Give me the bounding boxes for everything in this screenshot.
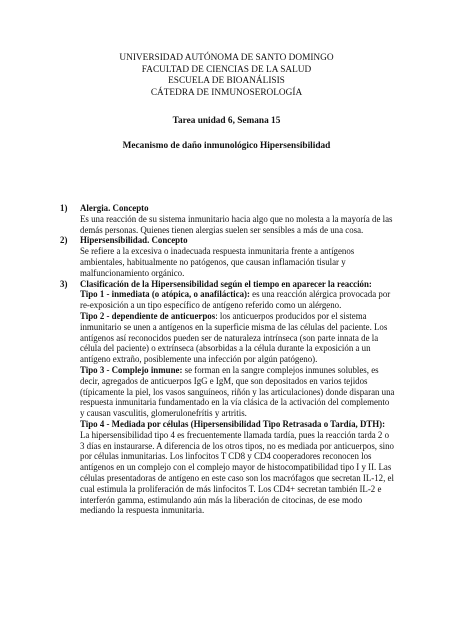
type-2-paragraph — [80, 311, 395, 365]
item-number: 1) — [60, 203, 68, 213]
type-text: La hipersensibilidad tipo 4 es frecuentemente llamada tardía, pues la reacción tarda 2 o 3 días en instaurarse. A diferencia de los otros tipos, no es mediada por anticuerpos, sino por células inmunitarias. Los linfocitos T CD8 y CD4 cooperadores reconocen los antígenos en un complejo con el complejo mayor de histocompatibilidad tipo I y II. Las células presentadoras de antígeno en este caso son los macrófagos que secretan IL-12, el cual estimula la proliferación de más linfocitos T. Los CD4+ secretan también IL-2 e interferón gamma, estimulando aún más la liberación de citocinas, de ese modo mediando la respuesta inmunitaria. — [80, 429, 394, 516]
type-text: es una reacción alérgica provocada por re-exposición a un tipo específico de antígeno referido como un alérgeno. — [80, 289, 391, 311]
item-heading: Alergia. Concepto — [80, 203, 149, 213]
type-4-paragraph — [80, 419, 395, 516]
list-item — [60, 235, 395, 278]
faculty-name: FACULTAD DE CIENCIAS DE LA SALUD — [141, 64, 312, 75]
type-label: Tipo 1 - inmediata (o atópica, o anafiláctica): — [80, 289, 250, 300]
item-heading: Hipersensibilidad. Concepto — [80, 235, 188, 246]
item-number: 3) — [60, 278, 68, 289]
department-name: CÁTEDRA DE INMUNOSEROLOGÍA — [150, 87, 303, 98]
university-name: UNIVERSIDAD AUTÓNOMA DE SANTO DOMINGO — [119, 53, 334, 63]
type-1-paragraph — [80, 289, 395, 311]
title-block — [0, 116, 453, 151]
item-text: Es una reacción de su sistema inmunitario hacia algo que no molesta a la mayoría de las demás personas. Quienes tienen alergias suelen ser sensibles a más de una cosa. — [80, 213, 393, 235]
topic-title: Mecanismo de daño inmunológico Hipersensibilidad — [122, 141, 331, 151]
item-heading: Clasificación de la Hipersensibilidad según el tiempo en aparecer la reacción: — [80, 278, 372, 289]
item-text: Se refiere a la excesiva o inadecuada respuesta inmunitaria frente a antígenos ambientales, habitualmente no patógenos, que causan inflamación tisular y malfuncionamiento orgánico. — [80, 246, 355, 278]
type-text: : los anticuerpos producidos por el sistema inmunitario se unen a antígenos en la superficie misma de las células del paciente. Los antígenos así reconocidos pueden ser de naturaleza intrínseca (son parte innata de la célula del paciente) o extrínseca (absorbidas a la célula durante la exposición a un antígeno extraño, posiblemente una infección por algún patógeno). — [80, 310, 388, 365]
type-3-paragraph — [80, 365, 395, 419]
list-item — [60, 203, 395, 235]
school-name: ESCUELA DE BIOANÁLISIS — [168, 76, 285, 86]
type-label: Tipo 3 - Complejo inmune: — [80, 364, 183, 375]
item-number: 2) — [60, 235, 68, 246]
type-label: Tipo 2 - dependiente de anticuerpos — [80, 310, 216, 321]
type-text: se forman en la sangre complejos inmunes solubles, es decir, agregados de anticuerpos IgG e IgM, que son depositados en varios tejidos (típicamente la piel, los vasos sanguíneos, riñón y las articulaciones) donde disparan una respuesta inmunitaria fundamentado en la vía clásica de la activación del complemento y causan vasculitis, glomerulonefrítis y artritis. — [80, 364, 395, 419]
institution-header — [0, 53, 453, 99]
numbered-list — [60, 203, 395, 516]
type-label: Tipo 4 - Mediada por células (Hipersensibilidad Tipo Retrasada o Tardía, DTH): — [80, 418, 386, 429]
list-item — [60, 279, 395, 517]
assignment-title: Tarea unidad 6, Semana 15 — [172, 116, 281, 126]
